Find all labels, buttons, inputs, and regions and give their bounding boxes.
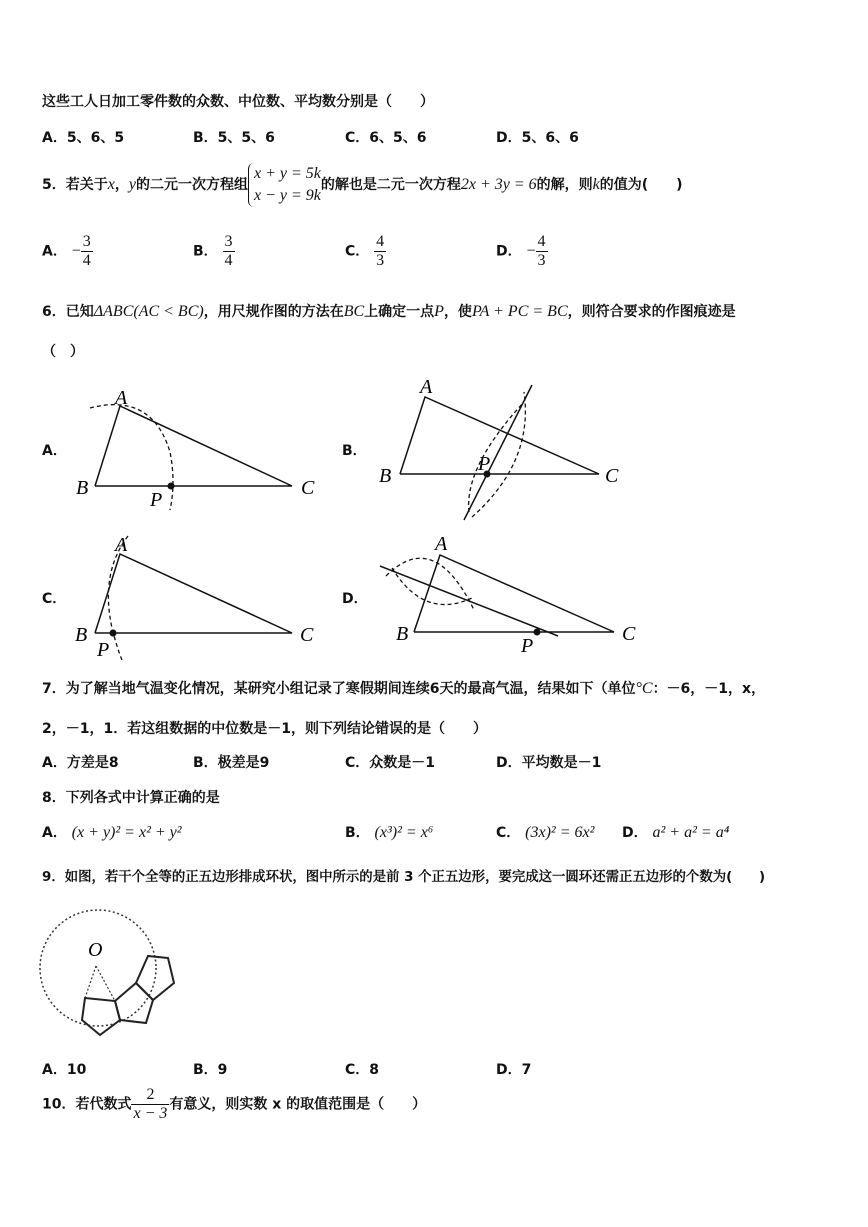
q9-option-d: D．7 — [496, 1062, 532, 1078]
q7-line2: 2，－1，1．若这组数据的中位数是－1，则下列结论错误的是（ ） — [42, 721, 487, 737]
q8-stem: 8．下列各式中计算正确的是 — [42, 790, 220, 806]
svg-text:P: P — [97, 639, 110, 661]
q4-stem: 这些工人日加工零件数的众数、中位数、平均数分别是（ ） — [42, 94, 434, 110]
svg-text:C: C — [605, 465, 619, 487]
svg-text:B: B — [379, 465, 392, 487]
q4-option-a: A．5、6、5 — [42, 130, 125, 146]
q5-option-d: D． − $\frac{4}{3}$ — [496, 233, 546, 269]
q6-paren: （ ） — [42, 344, 84, 360]
svg-text:C: C — [300, 624, 314, 646]
fraction: $\frac{3}{4}$ — [224, 233, 233, 269]
fraction: $\frac{4}{3}$ — [376, 233, 385, 269]
q4-option-b: B．5、5、6 — [193, 130, 275, 146]
svg-text:B: B — [75, 624, 88, 646]
q6-figure-a — [72, 372, 332, 512]
svg-text:C: C — [301, 477, 315, 499]
svg-text:C: C — [622, 623, 636, 645]
q6-figure-b — [374, 372, 634, 527]
q7-option-d: D．平均数是－1 — [496, 755, 602, 771]
fraction: $\frac{4}{3}$ — [537, 233, 546, 269]
q7-option-c: C．众数是－1 — [345, 755, 436, 771]
q8-option-a: A． (x + y)² = x² + y² — [42, 824, 182, 841]
q8-option-d: D． a² + a² = a⁴ — [622, 824, 730, 841]
q9-option-a: A．10 — [42, 1062, 87, 1078]
q5-option-b: B． $\frac{3}{4}$ — [193, 233, 233, 269]
q6-stem: 6．已知ΔABC(AC < BC)，用尺规作图的方法在BC上确定一点P，使PA + PC = BC，则符合要求的作图痕迹是 — [42, 303, 736, 320]
svg-text:P: P — [521, 635, 534, 657]
svg-text:A: A — [435, 533, 448, 555]
q9-option-b: B．9 — [193, 1062, 228, 1078]
q5-option-a: A． − $\frac{3}{4}$ — [42, 233, 91, 269]
svg-text:O: O — [88, 939, 103, 961]
q6-figure-d — [374, 528, 644, 658]
q8-option-c: C． (3x)² = 6x² — [496, 824, 595, 841]
svg-text:B: B — [396, 623, 409, 645]
q9-option-c: C．8 — [345, 1062, 380, 1078]
q6-label-a: A． — [42, 443, 67, 459]
q4-option-c: C．6、5、6 — [345, 130, 427, 146]
q7-option-a: A．方差是8 — [42, 755, 119, 771]
svg-text:A: A — [115, 534, 128, 556]
svg-text:B: B — [76, 477, 89, 499]
q6-label-d: D． — [342, 591, 368, 607]
q4-option-d: D．5、6、6 — [496, 130, 579, 146]
q7-line1: 7．为了解当地气温变化情况，某研究小组记录了寒假期间连续6天的最高气温，结果如下（单位°C：－6，－1，x， — [42, 680, 766, 697]
fraction: $\frac{3}{4}$ — [82, 233, 91, 269]
q9-pentagon-ring-figure — [38, 908, 188, 1048]
q6-label-c: C． — [42, 591, 67, 607]
q6-figure-c — [72, 528, 332, 668]
svg-text:A: A — [115, 387, 128, 409]
svg-text:A: A — [420, 376, 433, 398]
q6-label-b: B． — [342, 443, 367, 459]
q9-stem: 9．如图，若干个全等的正五边形排成环状，图中所示的是前 3 个正五边形，要完成这一圆环还需正五边形的个数为( ) — [42, 870, 766, 885]
q7-option-b: B．极差是9 — [193, 755, 270, 771]
q8-option-b: B． (x³)² = x⁶ — [345, 824, 434, 841]
svg-text:P: P — [150, 489, 163, 511]
q5-equation-system: x + y = 5k x − y = 9k — [248, 163, 321, 207]
q10-fraction: $\frac{2}{x - 3}$ — [133, 1086, 168, 1122]
q5-option-c: C． $\frac{4}{3}$ — [345, 233, 385, 269]
q5-stem: 5．若关于x，y的二元一次方程组 x + y = 5k x − y = 9k 的解也是二元一次方程2x + 3y = 6的解，则k的值为( ) — [42, 163, 683, 207]
svg-text:P: P — [478, 453, 491, 475]
q5-number: 5． — [42, 177, 66, 193]
q10-stem: 10．若代数式 $\frac{2}{x - 3}$ 有意义，则实数 x 的取值范围是（ ） — [42, 1086, 427, 1122]
